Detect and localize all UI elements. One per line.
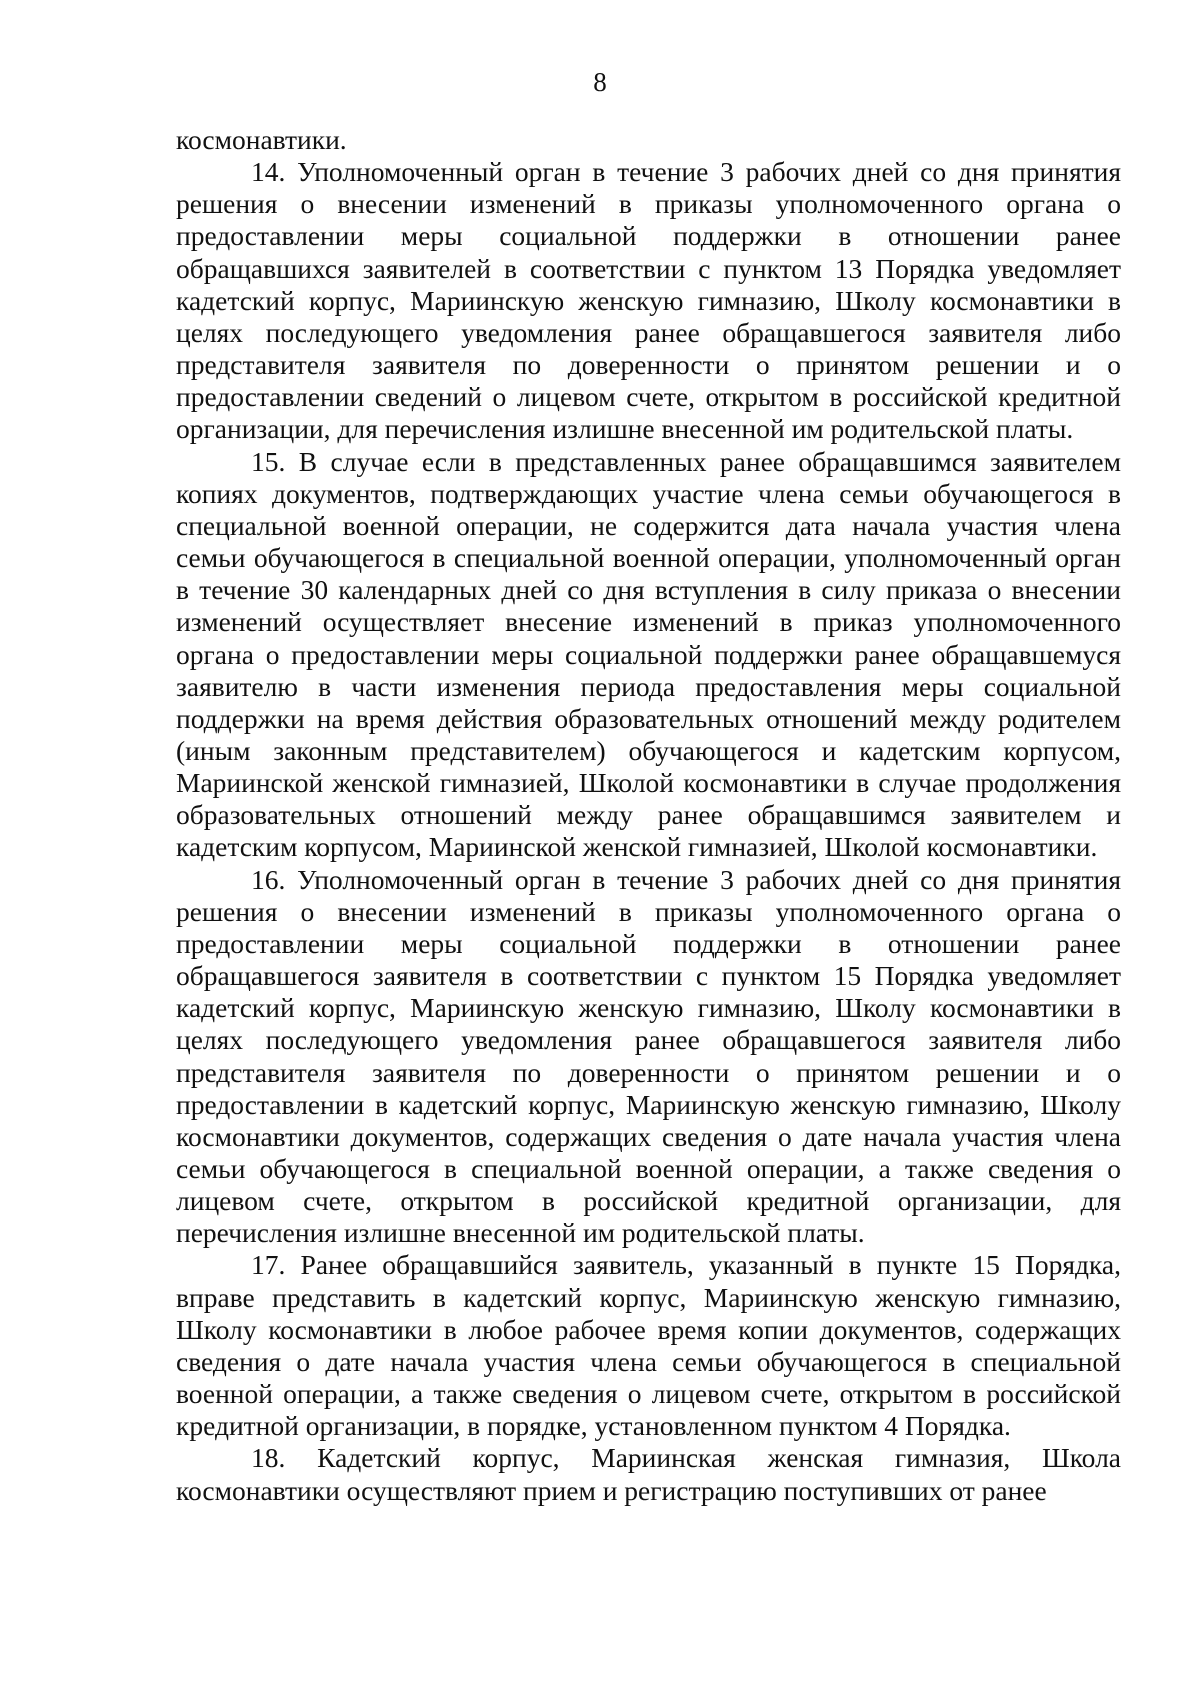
paragraph-15: 15. В случае если в представленных ранее обращавшимся заявителем копиях документов, подтверждающих участие члена семьи обучающегося в специальной военной операции, не содержится дата начала участия члена семьи обучающегося в специальной военной операции, уполномоченный орган в течение 30 календарных дней со дня вступления в силу приказа о внесении изменений осуществляет внесение изменений в приказ уполномоченного органа о предоставлении меры социальной поддержки ранее обращавшемуся заявителю в части изменения периода предоставления меры социальной поддержки на время действия образовательных отношений между родителем (иным законным представителем) обучающегося и кадетским корпусом, Мариинской женской гимназией, Школой космонавтики в случае продолжения образовательных отношений между ранее обращавшимся заявителем и кадетским корпусом, Мариинской женской гимназией, Школой космонавтики. bbox=[176, 445, 1121, 863]
paragraph-continuation: космонавтики. bbox=[176, 124, 347, 155]
paragraph-16: 16. Уполномоченный орган в течение 3 рабочих дней со дня принятия решения о внесении изменений в приказы уполномоченного органа о предоставлении меры социальной поддержки в отношении ранее обращавшегося заявителя в соответствии с пунктом 15 Порядка уведомляет кадетский корпус, Мариинскую женскую гимназию, Школу космонавтики в целях последующего уведомления ранее обращавшегося заявителя либо представителя заявителя по доверенности о принятом решении и о предоставлении в кадетский корпус, Мариинскую женскую гимназию, Школу космонавтики документов, содержащих сведения о дате начала участия члена семьи обучающегося в специальной военной операции, а также сведения о лицевом счете, открытом в российской кредитной организации, для перечисления излишне внесенной им родительской платы. bbox=[176, 863, 1121, 1249]
page-number: 8 bbox=[593, 67, 607, 97]
paragraph-18: 18. Кадетский корпус, Мариинская женская гимназия, Школа космонавтики осуществляют прием и регистрацию поступивших от ранее bbox=[176, 1442, 1121, 1506]
document-body bbox=[176, 124, 1121, 1507]
paragraph-14: 14. Уполномоченный орган в течение 3 рабочих дней со дня принятия решения о внесении изменений в приказы уполномоченного органа о предоставлении меры социальной поддержки в отношении ранее обращавшихся заявителей в соответствии с пунктом 13 Порядка уведомляет кадетский корпус, Мариинскую женскую гимназию, Школу космонавтики в целях последующего уведомления ранее обращавшегося заявителя либо представителя заявителя по доверенности о принятом решении и о предоставлении сведений о лицевом счете, открытом в российской кредитной организации, для перечисления излишне внесенной им родительской платы. bbox=[176, 156, 1121, 445]
paragraph-17: 17. Ранее обращавшийся заявитель, указанный в пункте 15 Порядка, вправе представить в кадетский корпус, Мариинскую женскую гимназию, Школу космонавтики в любое рабочее время копии документов, содержащих сведения о дате начала участия члена семьи обучающегося в специальной военной операции, а также сведения о лицевом счете, открытом в российской кредитной организации, в порядке, установленном пунктом 4 Порядка. bbox=[176, 1249, 1121, 1442]
